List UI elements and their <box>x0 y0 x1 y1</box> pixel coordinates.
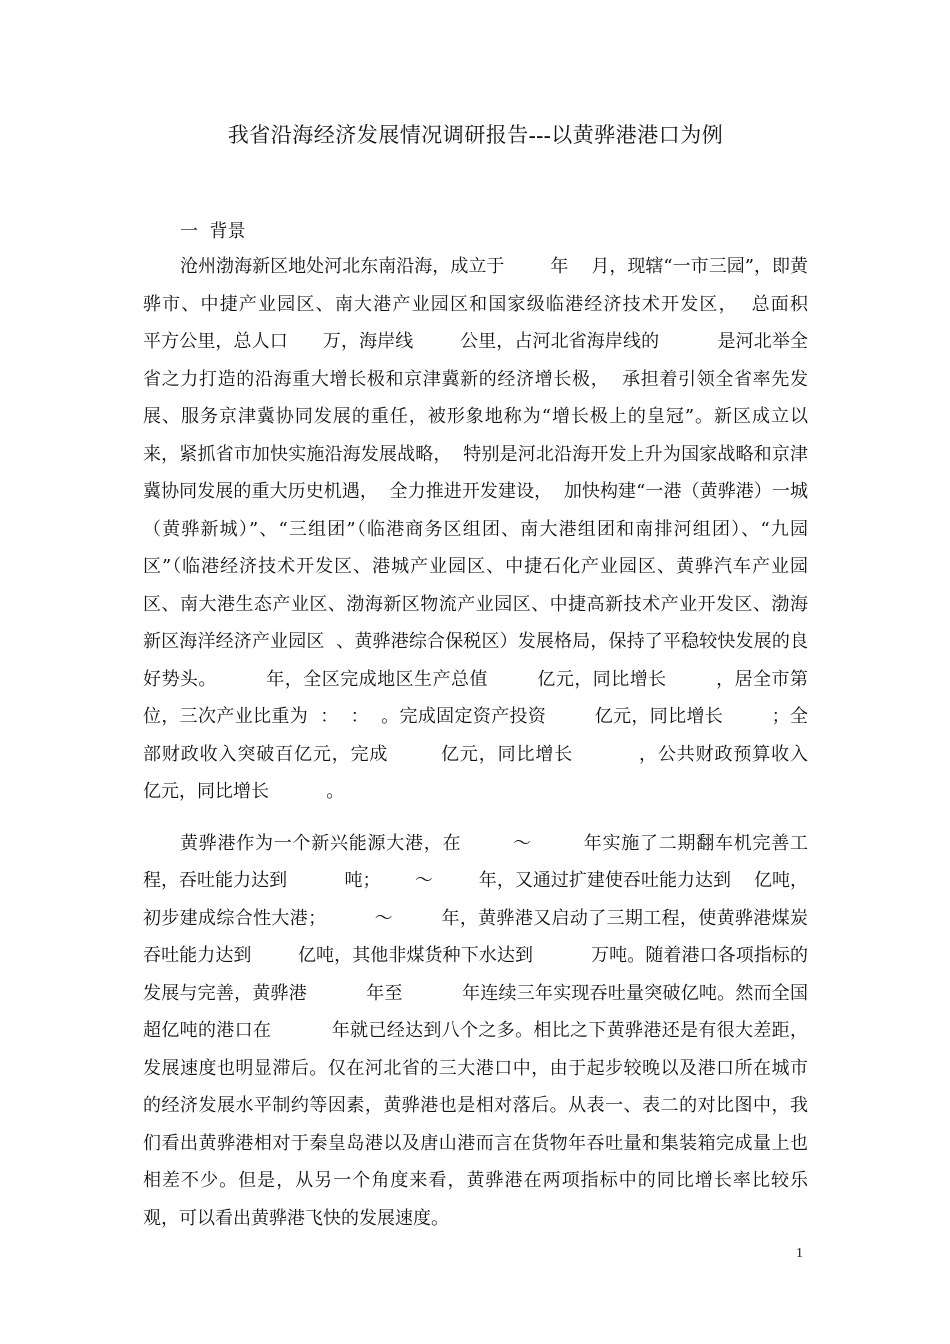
page-number: 1 <box>796 1246 803 1261</box>
title-main: 我省沿海经济发展情况调研报告 <box>227 123 529 147</box>
paragraph-huanghua-port: 黄骅港作为一个新兴能源大港，在 ～ 年实施了二期翻车机完善工程，吞吐能力达到 吨； ～ 年，又通过扩建使吞吐能力达到 亿吨，初步建成综合性大港； ～ 年，黄骅港又启动了三期工程，使黄骅港煤炭吞吐能力达到 亿吨，其他非煤货种下水达到 万吨。随着港口各项指标的发展与完善，黄骅港 年至 年连续三年实现吞吐量突破亿吨。然而全国超亿吨的港口在 年就已经达到八个之多。相比之下黄骅港还是有很大差距，发展速度也明显滞后。仅在河北省的三大港口中，由于起步较晚以及港口所在城市的经济发展水平制约等因素，黄骅港也是相对落后。从表一、表二的对比图中，我们看出黄骅港相对于秦皇岛港以及唐山港而言在货物年吞吐量和集装箱完成量上也相差不少。但是，从另一个角度来看，黄骅港在两项指标中的同比增长率比较乐观，可以看出黄骅港飞快的发展速度。 <box>143 832 808 1229</box>
section-heading: 一 背景 <box>180 221 246 242</box>
document-title <box>143 118 808 152</box>
title-dash: --- <box>528 123 552 147</box>
title-tail: 以黄骅港港口为例 <box>551 123 724 147</box>
paragraph-background: 沧州渤海新区地处河北东南沿海，成立于 年 月，现辖“一市三园”，即黄骅市、中捷产业园区、南大港产业园区和国家级临港经济技术开发区， 总面积 平方公里，总人口 万，海岸线 公里，占河北省海岸线的 是河北举全省之力打造的沿海重大增长极和京津冀新的经济增长极， 承担着引领全省率先发展、服务京津冀协同发展的重任，被形象地称为“增长极上的皇冠”。新区成立以来，紧抓省市加快实施沿海发展战略， 特别是河北沿海开发上升为国家战略和京津冀协同发展的重大历史机遇， 全力推进开发建设， 加快构建“一港（黄骅港）一城（黄骅新城）”、“三组团”（临港商务区组团、南大港组团和南排河组团）、“九园区”（临港经济技术开发区、港城产业园区、中捷石化产业园区、黄骅汽车产业园区、南大港生态产业区、渤海新区物流产业园区、中捷高新技术产业开发区、渤海新区海洋经济产业园区 、黄骅港综合保税区）发展格局，保持了平稳较快发展的良好势头。 年，全区完成地区生产总值 亿元，同比增长 ，居全市第 位，三次产业比重为 ： ： 。完成固定资产投资 亿元，同比增长 ；全部财政收入突破百亿元，完成 亿元，同比增长 ，公共财政预算收入 亿元，同比增长 。 <box>143 256 866 802</box>
